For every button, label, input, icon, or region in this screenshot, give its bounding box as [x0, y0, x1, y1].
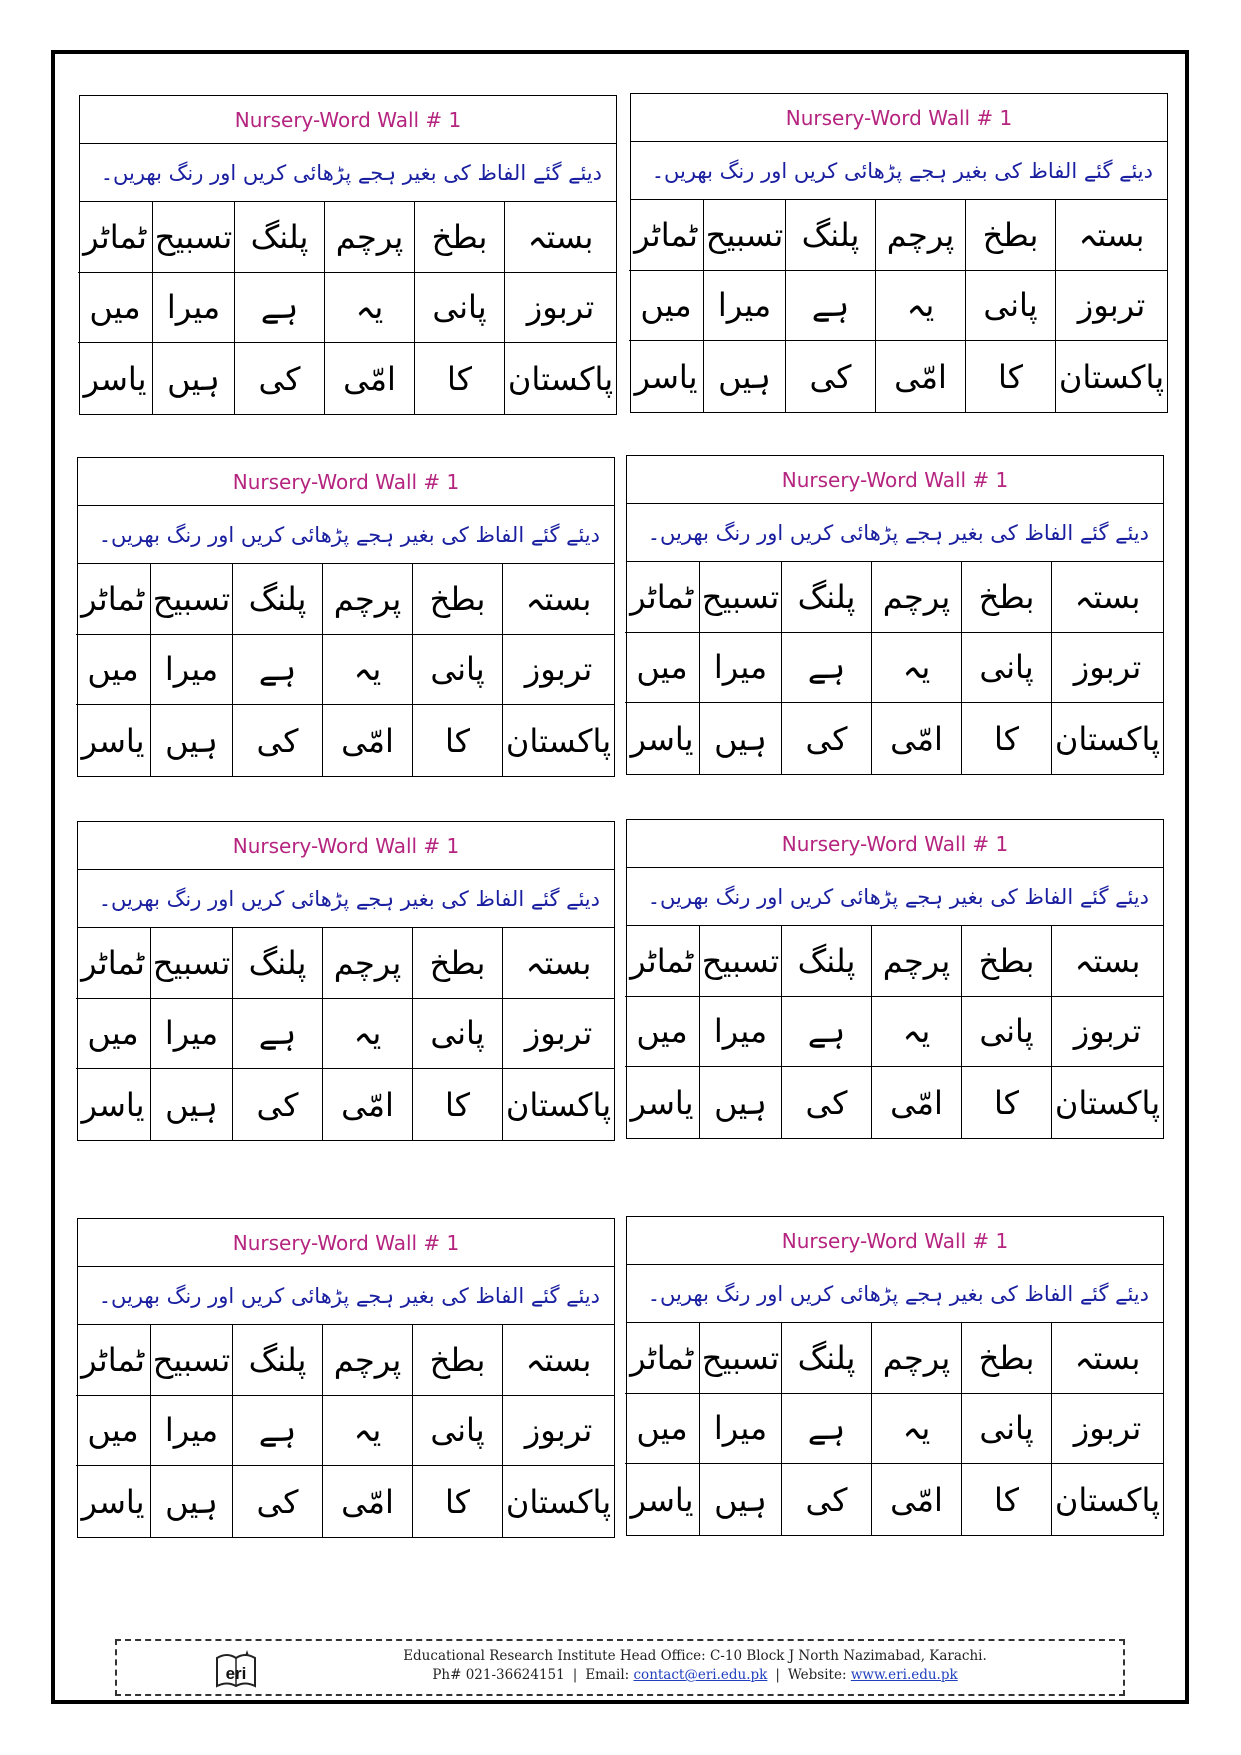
- word-cell: تسبیح: [699, 562, 781, 633]
- word-cell: بطخ: [961, 1323, 1051, 1394]
- word-cell: ٹماٹر: [625, 562, 699, 633]
- word-wall-title: Nursery-Word Wall # 1: [627, 1217, 1163, 1265]
- word-cell: یاسر: [630, 1480, 694, 1519]
- word-cell: بستہ: [502, 1325, 614, 1396]
- word-cell: بطخ: [414, 202, 504, 273]
- eri-logo: [213, 1648, 259, 1690]
- footer-phone: Ph# 021-36624151: [432, 1667, 565, 1683]
- footer-separator: |: [572, 1667, 578, 1683]
- word-cell: امّی: [322, 1069, 412, 1140]
- word-cell: ہیں: [152, 343, 234, 414]
- word-cell: تسبیح: [699, 1323, 781, 1394]
- word-cell: بستہ: [504, 202, 616, 273]
- word-cell: پاکستان: [1051, 1067, 1163, 1138]
- word-wall-card: [630, 93, 1168, 413]
- word-cell: ٹماٹر: [78, 202, 152, 273]
- word-wall-instruction: دیئے گئے الفاظ کی بغیر ہجے پڑھائی کریں اور رنگ بھریں۔: [627, 504, 1163, 562]
- word-cell: امّی: [871, 1464, 961, 1535]
- word-grid: [627, 562, 1163, 774]
- word-cell: تسبیح: [150, 564, 232, 635]
- word-cell: پرچم: [322, 1325, 412, 1396]
- word-cell: یہ: [871, 1394, 961, 1465]
- word-cell: یہ: [324, 273, 414, 344]
- word-cell: تربوز: [504, 273, 616, 344]
- word-cell: میرا: [699, 1394, 781, 1465]
- word-cell: تربوز: [502, 999, 614, 1070]
- word-cell: ہے: [234, 273, 324, 344]
- word-cell: میرا: [699, 997, 781, 1068]
- word-cell: امّی: [871, 703, 961, 774]
- word-cell: یہ: [871, 997, 961, 1068]
- word-cell: میرا: [150, 1396, 232, 1467]
- word-grid: [78, 928, 614, 1140]
- footer-address: Educational Research Institute Head Office: C-10 Block J North Nazimabad, Karachi.: [403, 1648, 987, 1664]
- word-cell: ہے: [781, 1394, 871, 1465]
- word-wall-instruction: دیئے گئے الفاظ کی بغیر ہجے پڑھائی کریں اور رنگ بھریں۔: [631, 142, 1167, 200]
- word-wall-title: Nursery-Word Wall # 1: [627, 820, 1163, 868]
- word-cell: پاکستان: [1051, 1464, 1163, 1535]
- word-cell: امّی: [871, 1067, 961, 1138]
- word-cell: ہیں: [699, 703, 781, 774]
- footer-website-link[interactable]: www.eri.edu.pk: [850, 1667, 958, 1683]
- word-cell: کی: [781, 1067, 871, 1138]
- word-cell: میرا: [150, 999, 232, 1070]
- word-cell: پرچم: [871, 926, 961, 997]
- word-wall-title: Nursery-Word Wall # 1: [78, 822, 614, 870]
- word-cell: ہے: [232, 635, 322, 706]
- word-cell: ہیں: [699, 1067, 781, 1138]
- word-cell: تسبیح: [150, 1325, 232, 1396]
- word-cell: یاسر: [83, 359, 147, 398]
- word-cell: یہ: [322, 1396, 412, 1467]
- word-cell: میں: [76, 999, 150, 1070]
- word-cell: امّی: [322, 1466, 412, 1537]
- word-wall-title: Nursery-Word Wall # 1: [631, 94, 1167, 142]
- word-cell: بطخ: [965, 200, 1055, 271]
- word-cell: ہے: [781, 997, 871, 1068]
- word-cell: پانی: [961, 1394, 1051, 1465]
- word-cell: پانی: [412, 635, 502, 706]
- eri-logo-text: eri: [225, 1664, 247, 1683]
- word-cell: پاکستان: [502, 705, 614, 776]
- word-wall-card: [79, 95, 617, 415]
- word-grid: [78, 564, 614, 776]
- word-cell: تربوز: [1051, 633, 1163, 704]
- word-cell: ٹماٹر: [629, 200, 703, 271]
- word-cell: پرچم: [322, 564, 412, 635]
- word-cell: کا: [961, 1464, 1051, 1535]
- word-cell: کا: [961, 703, 1051, 774]
- word-cell: پانی: [965, 271, 1055, 342]
- word-wall-instruction: دیئے گئے الفاظ کی بغیر ہجے پڑھائی کریں اور رنگ بھریں۔: [78, 1267, 614, 1325]
- word-cell: پرچم: [871, 1323, 961, 1394]
- word-cell: پاکستان: [502, 1466, 614, 1537]
- word-cell: ہے: [785, 271, 875, 342]
- word-cell: کی: [232, 1466, 322, 1537]
- footer-text: [277, 1647, 1113, 1685]
- word-cell: پانی: [412, 1396, 502, 1467]
- word-cell: تربوز: [1051, 1394, 1163, 1465]
- word-cell: تربوز: [1051, 997, 1163, 1068]
- word-cell: ہیں: [150, 1069, 232, 1140]
- word-cell: امّی: [875, 341, 965, 412]
- word-wall-card: [626, 819, 1164, 1139]
- word-cell: پرچم: [875, 200, 965, 271]
- word-cell: ہیں: [699, 1464, 781, 1535]
- word-cell: تربوز: [502, 635, 614, 706]
- word-grid: [78, 1325, 614, 1537]
- word-cell: ہیں: [150, 1466, 232, 1537]
- word-cell: میں: [629, 271, 703, 342]
- word-cell: یہ: [322, 635, 412, 706]
- word-cell: پلنگ: [232, 1325, 322, 1396]
- word-cell: ہے: [232, 1396, 322, 1467]
- word-wall-instruction: دیئے گئے الفاظ کی بغیر ہجے پڑھائی کریں اور رنگ بھریں۔: [627, 1265, 1163, 1323]
- word-cell: پرچم: [322, 928, 412, 999]
- word-cell: کی: [781, 1464, 871, 1535]
- word-wall-title: Nursery-Word Wall # 1: [80, 96, 616, 144]
- word-cell: تسبیح: [699, 926, 781, 997]
- word-cell: ٹماٹر: [76, 564, 150, 635]
- word-cell: پلنگ: [781, 562, 871, 633]
- word-grid: [627, 1323, 1163, 1535]
- word-cell: بستہ: [1051, 1323, 1163, 1394]
- word-grid: [80, 202, 616, 414]
- word-cell: کی: [781, 703, 871, 774]
- word-wall-instruction: دیئے گئے الفاظ کی بغیر ہجے پڑھائی کریں اور رنگ بھریں۔: [78, 506, 614, 564]
- word-cell: کا: [961, 1067, 1051, 1138]
- footer-separator: |: [775, 1667, 780, 1683]
- word-cell: بطخ: [961, 926, 1051, 997]
- word-cell: بستہ: [1051, 562, 1163, 633]
- word-cell: ٹماٹر: [625, 1323, 699, 1394]
- word-cell: کا: [412, 1069, 502, 1140]
- word-cell: میرا: [699, 633, 781, 704]
- word-cell: پانی: [961, 633, 1051, 704]
- word-cell: پلنگ: [781, 926, 871, 997]
- word-cell: ہے: [232, 999, 322, 1070]
- word-wall-instruction: دیئے گئے الفاظ کی بغیر ہجے پڑھائی کریں اور رنگ بھریں۔: [627, 868, 1163, 926]
- word-cell: کا: [965, 341, 1055, 412]
- word-cell: پانی: [412, 999, 502, 1070]
- word-cell: تسبیح: [152, 202, 234, 273]
- word-cell: یہ: [322, 999, 412, 1070]
- word-cell: ہیں: [150, 705, 232, 776]
- word-cell: کی: [234, 343, 324, 414]
- word-cell: پاکستان: [1055, 341, 1167, 412]
- word-wall-title: Nursery-Word Wall # 1: [627, 456, 1163, 504]
- word-cell: تربوز: [502, 1396, 614, 1467]
- word-grid: [631, 200, 1167, 412]
- word-cell: بطخ: [412, 1325, 502, 1396]
- word-wall-title: Nursery-Word Wall # 1: [78, 458, 614, 506]
- word-cell: میں: [625, 633, 699, 704]
- word-wall-card: [77, 821, 615, 1141]
- word-cell: میں: [625, 1394, 699, 1465]
- word-cell: میرا: [150, 635, 232, 706]
- word-wall-card: [626, 1216, 1164, 1536]
- word-cell: یاسر: [634, 357, 698, 396]
- word-cell: تربوز: [1055, 271, 1167, 342]
- word-cell: بستہ: [1051, 926, 1163, 997]
- word-cell: پرچم: [871, 562, 961, 633]
- word-cell: امّی: [324, 343, 414, 414]
- word-cell: ہیں: [703, 341, 785, 412]
- word-cell: کا: [412, 1466, 502, 1537]
- word-cell: میں: [76, 635, 150, 706]
- footer-email-label: Email:: [585, 1667, 630, 1683]
- word-cell: کی: [232, 1069, 322, 1140]
- word-cell: کی: [785, 341, 875, 412]
- word-cell: یاسر: [81, 1482, 145, 1521]
- word-cell: یہ: [875, 271, 965, 342]
- word-wall-instruction: دیئے گئے الفاظ کی بغیر ہجے پڑھائی کریں اور رنگ بھریں۔: [78, 870, 614, 928]
- word-cell: پاکستان: [502, 1069, 614, 1140]
- word-cell: بطخ: [961, 562, 1051, 633]
- word-cell: پلنگ: [232, 928, 322, 999]
- word-cell: کی: [232, 705, 322, 776]
- footer-email-link[interactable]: contact@eri.edu.pk: [633, 1667, 768, 1683]
- word-cell: بستہ: [502, 564, 614, 635]
- word-wall-card: [626, 455, 1164, 775]
- footer: [115, 1639, 1125, 1696]
- word-cell: تسبیح: [150, 928, 232, 999]
- word-cell: یہ: [871, 633, 961, 704]
- word-cell: پاکستان: [504, 343, 616, 414]
- word-cell: پلنگ: [232, 564, 322, 635]
- word-cell: میں: [625, 997, 699, 1068]
- word-cell: ٹماٹر: [76, 1325, 150, 1396]
- word-cell: ہے: [781, 633, 871, 704]
- word-wall-card: [77, 457, 615, 777]
- footer-website-label: Website:: [787, 1667, 847, 1683]
- word-cell: پلنگ: [234, 202, 324, 273]
- word-wall-title: Nursery-Word Wall # 1: [78, 1219, 614, 1267]
- word-cell: میرا: [152, 273, 234, 344]
- word-cell: یاسر: [81, 721, 145, 760]
- word-cell: ٹماٹر: [625, 926, 699, 997]
- word-cell: بستہ: [502, 928, 614, 999]
- word-cell: کا: [412, 705, 502, 776]
- word-wall-instruction: دیئے گئے الفاظ کی بغیر ہجے پڑھائی کریں اور رنگ بھریں۔: [80, 144, 616, 202]
- word-cell: بطخ: [412, 564, 502, 635]
- word-cell: کا: [414, 343, 504, 414]
- word-cell: پلنگ: [781, 1323, 871, 1394]
- word-cell: تسبیح: [703, 200, 785, 271]
- footer-contact-line: [277, 1666, 1113, 1685]
- word-grid: [627, 926, 1163, 1138]
- word-cell: پانی: [414, 273, 504, 344]
- word-cell: پانی: [961, 997, 1051, 1068]
- word-cell: یاسر: [630, 719, 694, 758]
- word-cell: میں: [78, 273, 152, 344]
- word-cell: ٹماٹر: [76, 928, 150, 999]
- word-cell: پرچم: [324, 202, 414, 273]
- word-cell: امّی: [322, 705, 412, 776]
- word-cell: یاسر: [81, 1085, 145, 1124]
- word-wall-card: [77, 1218, 615, 1538]
- word-cell: میں: [76, 1396, 150, 1467]
- word-cell: پاکستان: [1051, 703, 1163, 774]
- word-cell: یاسر: [630, 1083, 694, 1122]
- word-cell: پلنگ: [785, 200, 875, 271]
- word-cell: میرا: [703, 271, 785, 342]
- word-cell: بستہ: [1055, 200, 1167, 271]
- word-cell: بطخ: [412, 928, 502, 999]
